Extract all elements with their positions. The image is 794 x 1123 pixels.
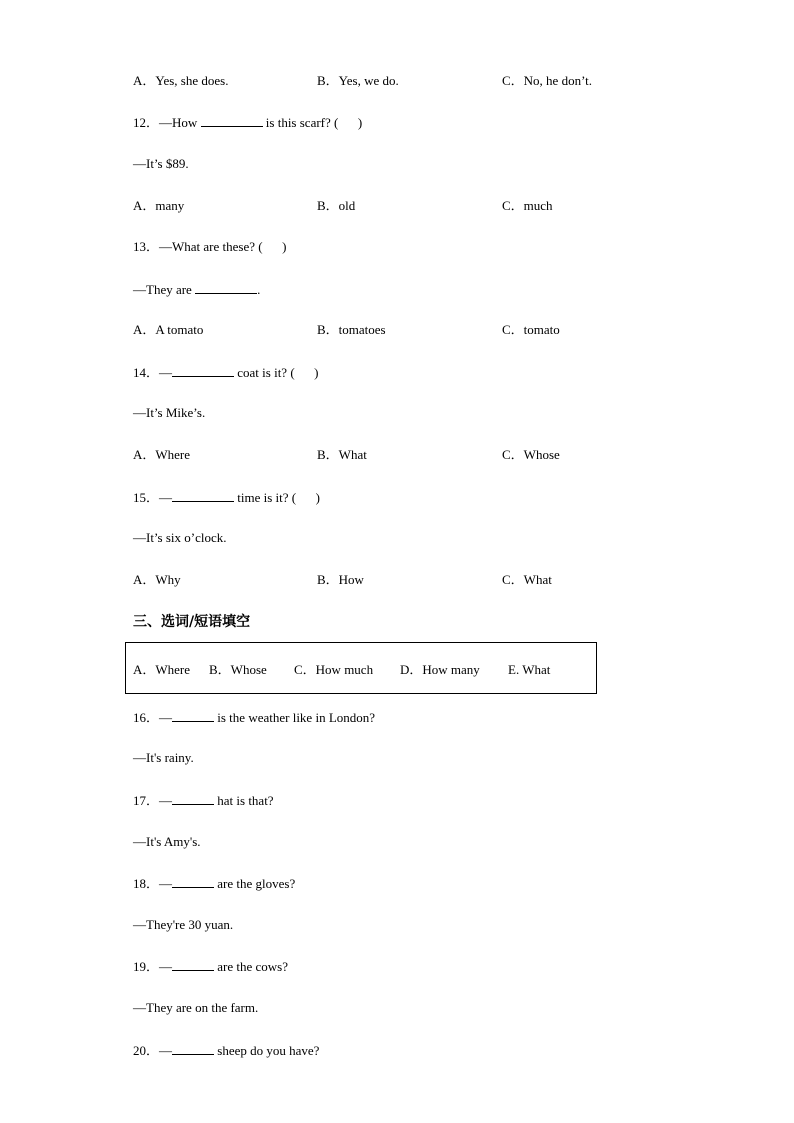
q18-stem-pre: 18．— (133, 876, 173, 891)
q17-stem (133, 792, 274, 809)
word-bank-item-b: B．Whose (209, 662, 267, 677)
q14-stem (133, 364, 319, 381)
q17-blank (172, 792, 214, 805)
q17-stem-pre: 17．— (133, 793, 173, 808)
q13-option-c: C．tomato (502, 322, 560, 337)
q13-option-a: A．A tomato (133, 322, 204, 337)
q12-blank (201, 114, 263, 127)
q16-blank (172, 709, 214, 722)
q15-option-b: B．How (317, 572, 364, 587)
q19-blank (172, 958, 214, 971)
q13-blank (195, 281, 257, 294)
q15-stem-pre: 15．— (133, 490, 173, 505)
q19-stem-post: are the cows? (214, 959, 289, 974)
q13-option-b: B．tomatoes (317, 322, 386, 337)
q15-stem (133, 489, 320, 506)
section-heading: 三、选词/短语填空 (133, 614, 251, 630)
q11-option-c: C．No, he don’t. (502, 73, 593, 88)
q20-stem (133, 1042, 319, 1059)
q16-answer: —It's rainy. (133, 750, 194, 765)
q11-option-b: B．Yes, we do. (317, 73, 399, 88)
q19-stem (133, 958, 288, 975)
q12-answer: —It’s $89. (133, 156, 189, 171)
q13-answer-pre: —They are (133, 282, 196, 297)
word-bank-box (125, 642, 597, 694)
q20-blank (172, 1042, 214, 1055)
q13-answer-post: . (257, 282, 261, 297)
q18-answer: —They're 30 yuan. (133, 917, 234, 932)
q11-option-a: A．Yes, she does. (133, 73, 229, 88)
q19-answer: —They are on the farm. (133, 1000, 259, 1015)
q14-stem-post: coat is it? ( ) (234, 365, 319, 380)
q19-stem-pre: 19．— (133, 959, 173, 974)
word-bank-item-e: E. What (508, 662, 551, 677)
q14-answer: —It’s Mike’s. (133, 405, 206, 420)
q20-stem-pre: 20．— (133, 1043, 173, 1058)
q16-stem-pre: 16．— (133, 710, 173, 725)
q12-option-b: B．old (317, 198, 356, 213)
q14-option-c: C．Whose (502, 447, 560, 462)
q14-option-a: A．Where (133, 447, 191, 462)
q12-option-c: C．much (502, 198, 553, 213)
q16-stem-post: is the weather like in London? (214, 710, 376, 725)
q13-stem: 13．—What are these? ( ) (133, 239, 287, 254)
q18-stem (133, 875, 295, 892)
q15-answer: —It’s six o’clock. (133, 530, 227, 545)
q16-stem (133, 709, 375, 726)
q17-stem-post: hat is that? (214, 793, 274, 808)
q15-option-a: A．Why (133, 572, 181, 587)
q17-answer: —It's Amy's. (133, 834, 201, 849)
q14-stem-pre: 14．— (133, 365, 173, 380)
q14-blank (172, 364, 234, 377)
word-bank-item-d: D．How many (400, 662, 480, 677)
q12-stem (133, 114, 362, 131)
word-bank-item-a: A．Where (133, 662, 191, 677)
word-bank-item-c: C．How much (294, 662, 374, 677)
q13-answer (133, 281, 260, 298)
q12-stem-pre: 12．—How (133, 115, 201, 130)
q18-stem-post: are the gloves? (214, 876, 296, 891)
q15-stem-post: time is it? ( ) (234, 490, 320, 505)
q12-option-a: A．many (133, 198, 185, 213)
q12-stem-post: is this scarf? ( ) (262, 115, 363, 130)
q18-blank (172, 875, 214, 888)
q14-option-b: B．What (317, 447, 367, 462)
q20-stem-post: sheep do you have? (214, 1043, 320, 1058)
q15-option-c: C．What (502, 572, 552, 587)
q15-blank (172, 489, 234, 502)
